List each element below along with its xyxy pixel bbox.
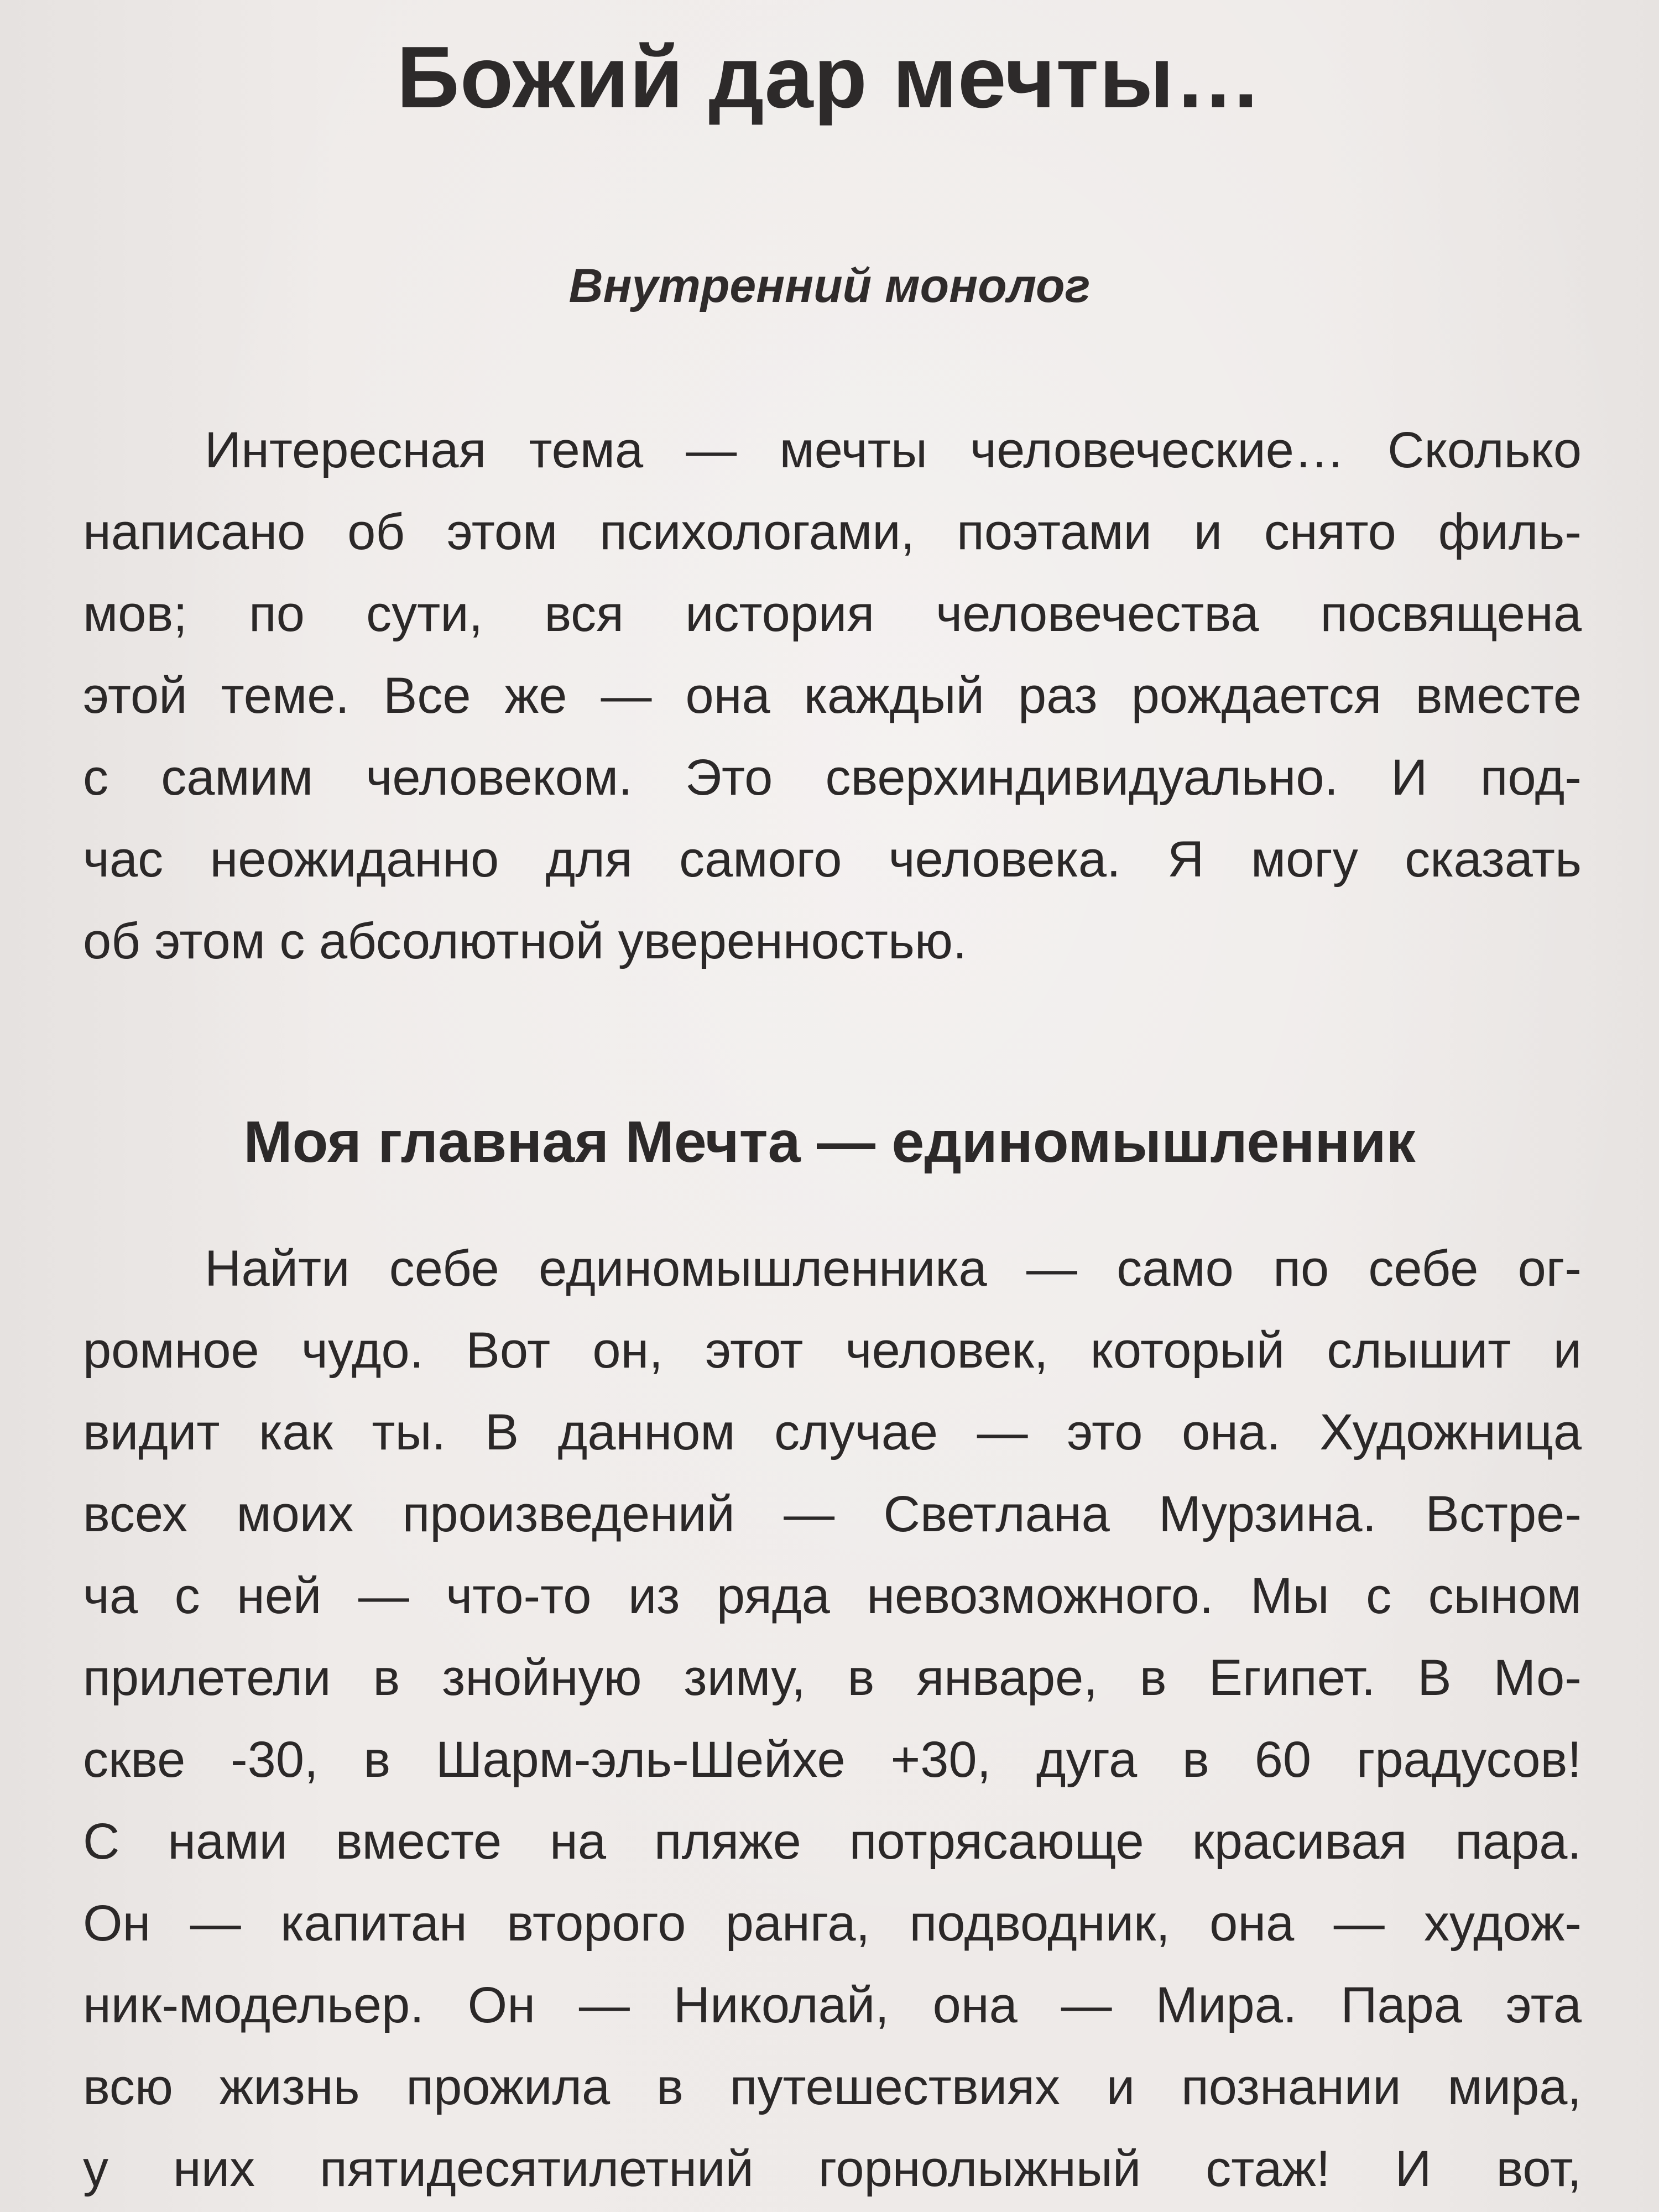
paragraph-line: видит как ты. В данном случае — это она. Художница (83, 1404, 1582, 1460)
paragraph-line: Интересная тема — мечты человеческие… Сколько (205, 422, 1582, 478)
paragraph-line: с самим человеком. Это сверхиндивидуально. И под- (83, 749, 1582, 806)
paragraph-line: прилетели в знойную зиму, в январе, в Египет. В Мо- (83, 1650, 1582, 1706)
paragraph-line: всех моих произведений — Светлана Мурзина. Встре- (83, 1486, 1582, 1542)
paragraph-line: этой теме. Все же — она каждый раз рождается вместе (83, 667, 1582, 724)
paragraph-line: Найти себе единомышленника — само по себе ог- (205, 1240, 1582, 1297)
paragraph-line: у них пятидесятилетний горнолыжный стаж! И вот, (83, 2141, 1582, 2197)
paragraph-line: ча с ней — что-то из ряда невозможного. Мы с сыном (83, 1568, 1582, 1624)
paragraph-line: С нами вместе на пляже потрясающе красивая пара. (83, 1813, 1582, 1870)
paragraph-intro (83, 409, 1582, 982)
page-title: Божий дар мечты… (397, 29, 1262, 126)
subtitle: Внутренний монолог (568, 259, 1091, 312)
paragraph-line: всю жизнь прожила в путешествиях и познании мира, (83, 2059, 1582, 2115)
paragraph-line: мов; по сути, вся история человечества посвящена (83, 586, 1582, 642)
paragraph-line: ромное чудо. Вот он, этот человек, который слышит и (83, 1322, 1582, 1379)
paragraph-line: написано об этом психологами, поэтами и снято филь- (83, 504, 1582, 560)
paragraph-line: ник-модельер. Он — Николай, она — Мира. Пара эта (83, 1977, 1582, 2033)
paragraph-line: об этом с абсолютной уверенностью. (83, 913, 967, 969)
section-heading: Моя главная Мечта — единомышленник (243, 1109, 1416, 1175)
paragraph-line: Он — капитан второго ранга, подводник, она — худож- (83, 1895, 1582, 1952)
paragraph-line: час неожиданно для самого человека. Я могу сказать (83, 831, 1582, 888)
paragraph-line: скве -30, в Шарм-эль-Шейхе +30, дуга в 60 градусов! (83, 1731, 1582, 1788)
paragraph-main (83, 1228, 1582, 2210)
